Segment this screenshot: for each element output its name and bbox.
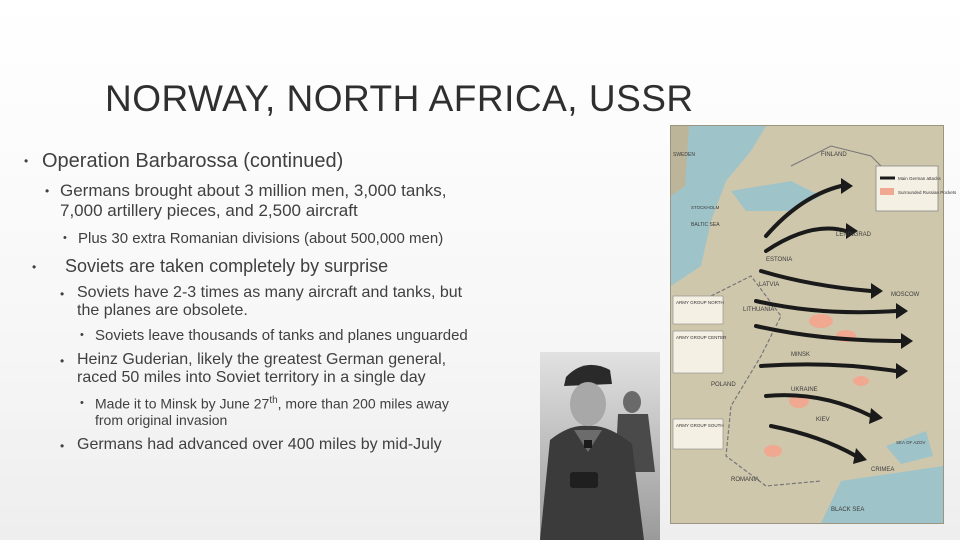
bullet-text-line2: from original invasion — [95, 411, 228, 428]
label-kiev: KIEV — [816, 417, 830, 423]
bullet-400-miles — [60, 436, 442, 454]
bullet-text: Operation Barbarossa (continued) — [42, 150, 344, 172]
pocket — [853, 376, 869, 386]
bullet-tanks-unguarded — [80, 327, 468, 344]
bullet-romanian-divisions — [63, 230, 444, 247]
bullet-marker: • — [80, 329, 84, 341]
legend-pocket-label: Surrounded Russian Pockets — [898, 190, 957, 195]
bullet-marker: • — [60, 439, 65, 453]
bullet-marker: • — [45, 184, 50, 198]
map-graphic — [671, 126, 957, 523]
label-sweden: SWEDEN — [673, 152, 695, 158]
bullet-text-line2: the planes are obsolete. — [77, 302, 248, 319]
bullet-text-line2: raced 50 miles into Soviet territory in a single day — [77, 369, 426, 386]
bullet-text: Germans had advanced over 400 miles by mid-July — [77, 436, 442, 453]
bullet-text-sup: th — [269, 395, 278, 406]
label-romania: ROMANIA — [731, 477, 760, 483]
bullet-text-line1: Soviets have 2-3 times as many aircraft and tanks, but — [77, 284, 463, 301]
bullet-minsk — [80, 395, 449, 428]
bullet-marker: • — [63, 232, 67, 244]
bullet-marker: • — [32, 260, 37, 274]
label-black-sea: BLACK SEA — [831, 507, 865, 513]
label-latvia: LATVIA — [759, 282, 780, 288]
bullet-marker: • — [24, 154, 29, 168]
knights-cross — [584, 440, 592, 448]
bullet-text: Plus 30 extra Romanian divisions (about 500,000 men) — [78, 230, 444, 247]
bullet-text-line1: Heinz Guderian, likely the greatest German general, — [77, 351, 447, 368]
bullet-guderian — [60, 351, 447, 387]
bullet-marker: • — [60, 287, 65, 301]
bullet-text-line1 — [95, 395, 449, 412]
label-moscow: MOSCOW — [891, 292, 920, 298]
label-estonia: ESTONIA — [766, 257, 793, 263]
bullet-text-line1: Germans brought about 3 million men, 3,000 tanks, — [60, 181, 447, 200]
bullet-germans-brought — [45, 181, 447, 221]
legend-attack-label: Main German attacks — [898, 176, 941, 181]
label-minsk: MINSK — [791, 352, 811, 358]
photo-graphic — [540, 352, 660, 540]
bullet-marker: • — [80, 397, 84, 409]
guderian-photo — [540, 352, 660, 540]
bullet-text-line2: 7,000 artillery pieces, and 2,500 aircraft — [60, 201, 358, 220]
pocket — [764, 445, 782, 457]
label-crimea: CRIMEA — [871, 467, 895, 473]
bullet-soviets-surprise — [32, 256, 389, 277]
label-stockholm: STOCKHOLM — [691, 205, 720, 210]
bullet-text: Soviets leave thousands of tanks and planes unguarded — [95, 327, 468, 344]
label-finland: FINLAND — [821, 152, 847, 158]
army-group-center-label: ARMY GROUP CENTER — [676, 335, 727, 340]
legend-pocket-swatch — [880, 188, 894, 195]
label-leningrad: LENINGRAD — [836, 232, 872, 238]
label-ukraine: UKRAINE — [791, 387, 818, 393]
barbarossa-map-image — [670, 125, 957, 524]
officer-face — [570, 382, 606, 426]
bullet-text: Soviets are taken completely by surprise — [65, 256, 389, 276]
binoculars — [570, 472, 598, 488]
army-group-north-label: ARMY GROUP NORTH — [676, 300, 724, 305]
army-group-south-label: ARMY GROUP SOUTH — [676, 423, 724, 428]
slide-title: NORWAY, NORTH AFRICA, USSR — [105, 78, 694, 119]
label-poland: POLAND — [711, 382, 736, 388]
bullet-operation-barbarossa — [24, 150, 344, 173]
bullet-text-pre: Made it to Minsk by June 27 — [95, 395, 270, 412]
pocket — [809, 314, 833, 328]
background-soldier-head — [623, 391, 641, 413]
bullet-text-post: , more than 200 miles away — [277, 395, 449, 412]
bullet-marker: • — [60, 354, 65, 368]
bullet-soviets-aircraft — [60, 284, 463, 320]
label-baltic: BALTIC SEA — [691, 222, 720, 228]
label-azov: SEA OF AZOV — [896, 440, 926, 445]
label-lithuania: LITHUANIA — [743, 307, 775, 313]
